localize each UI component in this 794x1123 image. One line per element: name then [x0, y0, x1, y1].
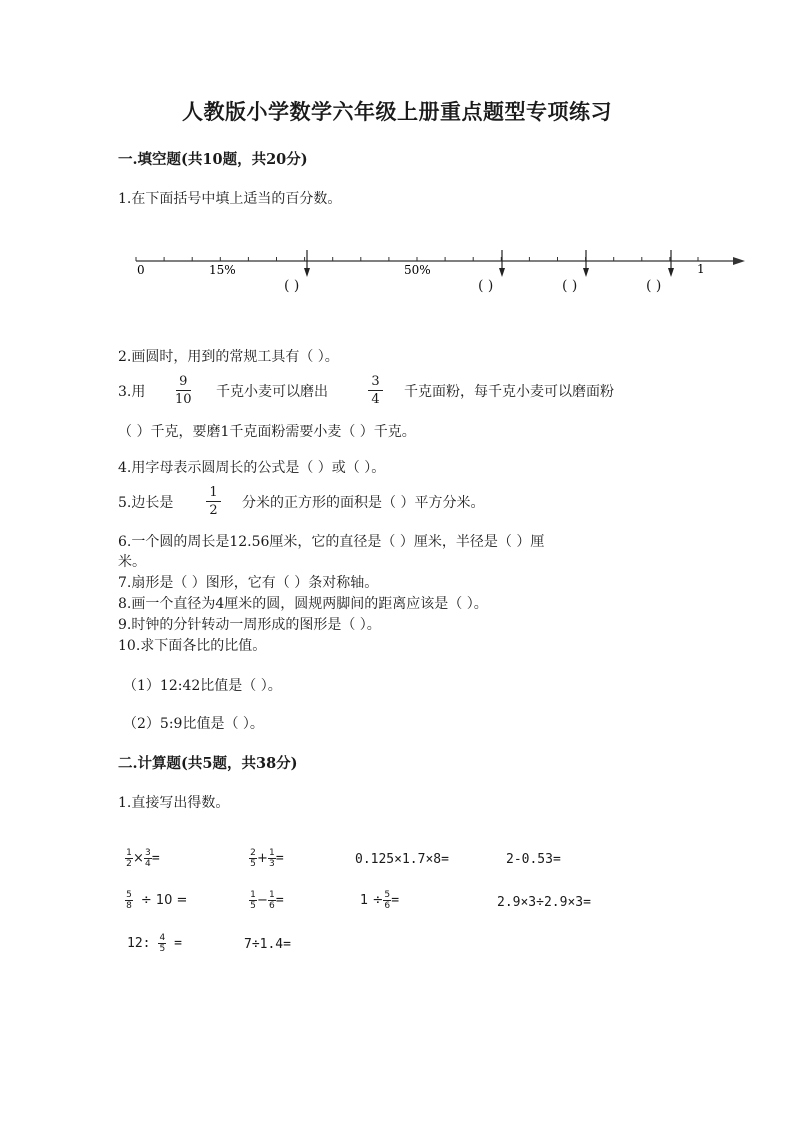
down-arrow-icon	[583, 250, 589, 277]
calc-item-3: 0.125×1.7×8=	[355, 852, 449, 867]
fraction: $\frac{2}{5}$	[250, 848, 256, 869]
calc-item-2: $\frac{2}{5}$ + $\frac{1}{3}$ =	[250, 848, 284, 869]
fraction: $\frac{1}{6}$	[269, 890, 275, 911]
fraction: $\frac{3}{4}$	[145, 848, 151, 869]
question-7: 7.扇形是（ ）图形，它有（ ）条对称轴。	[118, 575, 379, 591]
question-3-part-c: 千克面粉，每千克小麦可以磨面粉	[404, 384, 614, 400]
question-3-part-a: 3.用	[118, 384, 146, 400]
section-heading-calculation: 二.计算题(共5题，共38分)	[118, 755, 298, 772]
fraction-3-4	[368, 374, 383, 407]
question-8: 8.画一个直径为4厘米的圆，圆规两脚间的距离应该是（ ）。	[118, 596, 488, 612]
blank-3[interactable]: ( )	[562, 278, 578, 294]
calc-question-1: 1.直接写出得数。	[118, 795, 230, 811]
label-zero: 0	[137, 263, 145, 277]
label-15-percent: 15%	[209, 263, 236, 277]
number-line-arrowhead	[733, 257, 745, 265]
calc-item-9: 12: $\frac{4}{5}$ =	[127, 933, 182, 954]
question-6-line-1: 6.一个圆的周长是12.56厘米，它的直径是（ ）厘米，半径是（ ）厘	[118, 534, 545, 550]
down-arrow-icon	[668, 250, 674, 277]
calc-item-5: $\frac{5}{8}$ ÷ 10 =	[126, 890, 188, 911]
calc-item-10: 7÷1.4=	[244, 937, 291, 952]
question-10-part-2: （2）5:9比值是（ ）。	[123, 716, 264, 732]
number-line-arrows	[304, 250, 674, 277]
fraction-numerator: 3	[371, 374, 380, 389]
question-9: 9.时钟的分针转动一周形成的图形是（ ）。	[118, 617, 381, 633]
question-6-line-2: 米。	[118, 554, 146, 570]
fraction-numerator: 1	[209, 485, 218, 500]
down-arrow-icon	[304, 250, 310, 277]
fraction: $\frac{1}{5}$	[250, 890, 256, 911]
calc-item-7: 1 ÷ $\frac{5}{6}$ =	[360, 890, 400, 911]
section-heading-fill-blank: 一.填空题(共10题，共20分)	[118, 151, 308, 168]
fraction-denominator: 4	[371, 392, 380, 407]
question-10-part-1: （1）12:42比值是（ ）。	[123, 678, 282, 694]
label-50-percent: 50%	[404, 263, 431, 277]
fraction-9-10	[175, 374, 192, 407]
calc-item-4: 2-0.53=	[506, 852, 561, 867]
question-2: 2.画圆时，用到的常规工具有（ ）。	[118, 349, 339, 365]
fraction: $\frac{4}{5}$	[159, 933, 166, 954]
down-arrow-icon	[499, 250, 505, 277]
blank-4[interactable]: ( )	[646, 278, 662, 294]
question-5-part-a: 5.边长是	[118, 495, 174, 511]
fraction: $\frac{1}{3}$	[269, 848, 275, 869]
blank-1[interactable]: ( )	[284, 278, 300, 294]
calc-item-1: $\frac{1}{2}$ × $\frac{3}{4}$ =	[126, 848, 160, 869]
calc-item-6: $\frac{1}{5}$ − $\frac{1}{6}$ =	[250, 890, 284, 911]
question-3-line-2: （ ）千克，要磨1千克面粉需要小麦（ ）千克。	[118, 424, 416, 440]
fraction-denominator: 2	[209, 503, 218, 518]
question-10: 10.求下面各比的比值。	[118, 638, 267, 654]
fraction-denominator: 10	[175, 392, 192, 407]
fraction: $\frac{5}{6}$	[384, 890, 391, 911]
page-title: 人教版小学数学六年级上册重点题型专项练习	[182, 99, 612, 124]
label-one: 1	[697, 262, 705, 276]
question-3-part-b: 千克小麦可以磨出	[216, 384, 328, 400]
question-1: 1.在下面括号中填上适当的百分数。	[118, 191, 342, 207]
fraction: $\frac{5}{8}$	[126, 890, 132, 911]
fraction-numerator: 9	[179, 374, 188, 389]
calc-item-8: 2.9×3÷2.9×3=	[497, 895, 591, 910]
fraction: $\frac{1}{2}$	[126, 848, 132, 869]
blank-2[interactable]: ( )	[478, 278, 494, 294]
question-5-part-b: 分米的正方形的面积是（ ）平方分米。	[242, 495, 485, 511]
fraction-1-2	[206, 485, 221, 518]
question-4: 4.用字母表示圆周长的公式是（ ）或（ ）。	[118, 460, 386, 476]
number-line-figure	[0, 0, 794, 300]
